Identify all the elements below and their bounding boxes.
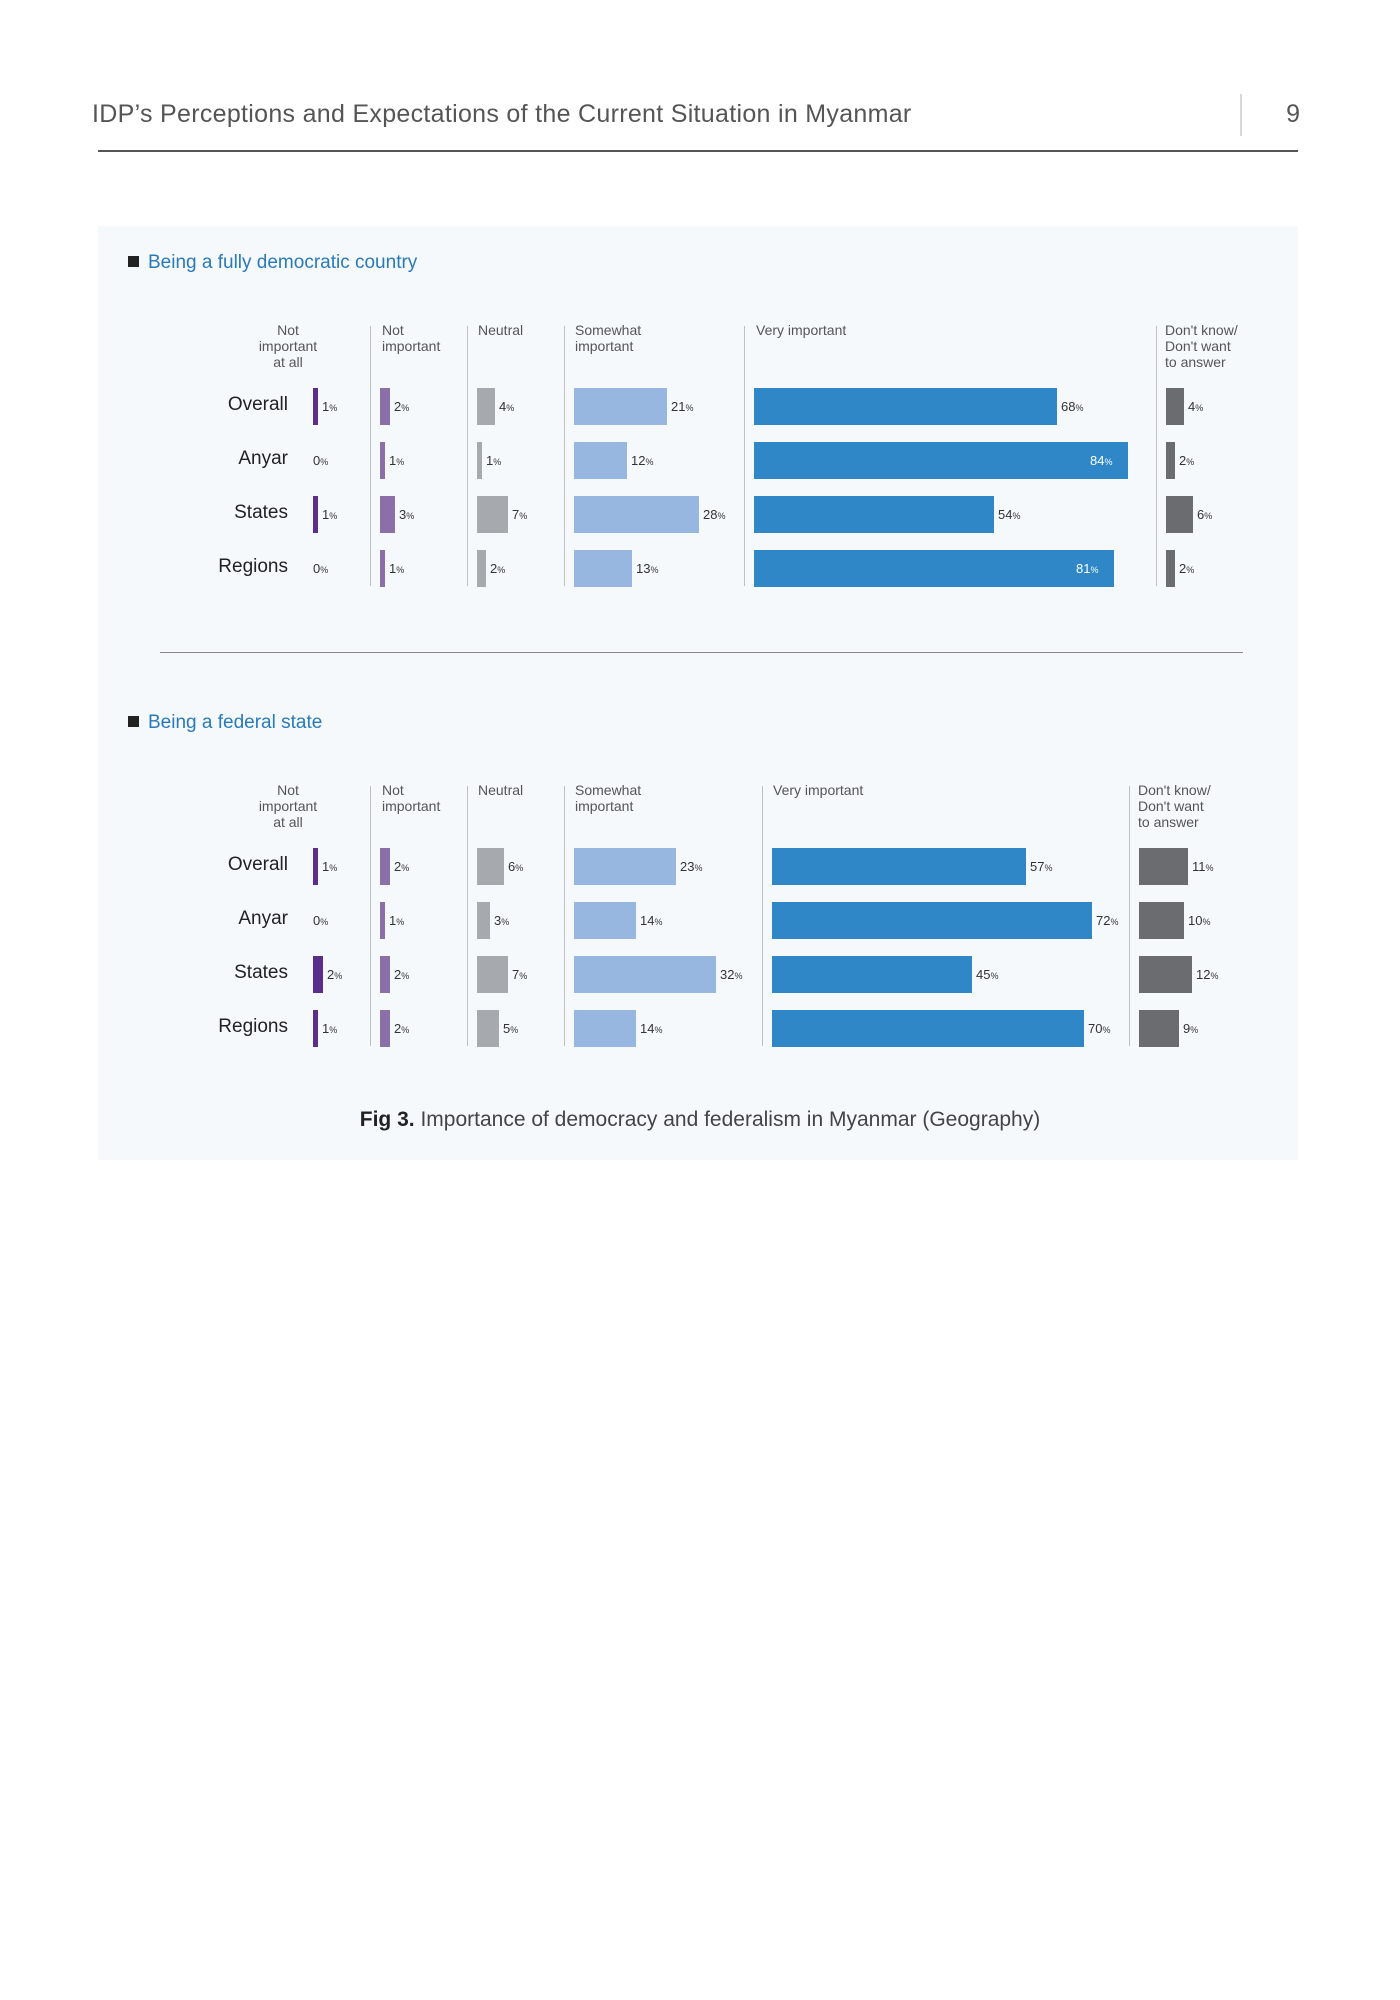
bar-not-important — [380, 442, 385, 479]
value-number: 11 — [1192, 859, 1206, 874]
percent-sign: % — [1012, 511, 1021, 521]
bar-not-important-at-all — [313, 848, 318, 885]
percent-sign: % — [1104, 457, 1113, 467]
value-number: 5 — [503, 1021, 511, 1036]
value-label-somewhat-important — [703, 496, 725, 535]
value-number: 6 — [1197, 507, 1205, 522]
percent-sign: % — [506, 403, 515, 413]
value-number: 72 — [1096, 913, 1111, 928]
column-separator — [1156, 326, 1157, 586]
row-label-states: States — [234, 502, 288, 523]
percent-sign: % — [1075, 403, 1084, 413]
value-number: 7 — [512, 967, 520, 982]
percent-sign: % — [1204, 511, 1213, 521]
page-number: 9 — [1286, 100, 1300, 128]
column-separator — [370, 786, 371, 1046]
bar-not-important — [380, 1010, 390, 1047]
value-number: 9 — [1183, 1021, 1191, 1036]
percent-sign: % — [401, 403, 410, 413]
row-label-anyar: Anyar — [238, 448, 288, 469]
value-number: 21 — [671, 399, 686, 414]
value-label-very-important — [1090, 442, 1112, 481]
value-label-dont-know — [1179, 442, 1194, 481]
percent-sign: % — [320, 917, 329, 927]
bar-dont-know — [1139, 902, 1184, 939]
percent-sign: % — [654, 917, 663, 927]
value-number: 4 — [499, 399, 507, 414]
column-separator — [1129, 786, 1130, 1046]
value-label-not-important — [399, 496, 414, 535]
column-header-dont-know: Don't know/ Don't want to answer — [1138, 782, 1211, 830]
value-label-somewhat-important — [640, 902, 662, 941]
value-number: 10 — [1188, 913, 1203, 928]
column-separator — [467, 326, 468, 586]
value-label-very-important — [1061, 388, 1083, 427]
header-divider — [1240, 94, 1242, 136]
percent-sign: % — [320, 457, 329, 467]
column-separator — [564, 326, 565, 586]
bar-somewhat-important — [574, 442, 627, 479]
percent-sign: % — [329, 1025, 338, 1035]
value-number: 6 — [508, 859, 516, 874]
percent-sign: % — [320, 565, 329, 575]
bar-not-important — [380, 902, 385, 939]
value-number: 2 — [490, 561, 498, 576]
percent-sign: % — [1190, 1025, 1199, 1035]
value-label-dont-know — [1192, 848, 1214, 887]
value-label-not-important-at-all — [322, 496, 337, 535]
header-rule — [98, 150, 1298, 152]
value-number: 28 — [703, 507, 718, 522]
value-label-neutral — [512, 956, 527, 995]
value-number: 3 — [494, 913, 502, 928]
chart-title-0 — [128, 252, 417, 274]
value-label-neutral — [499, 388, 514, 427]
bar-somewhat-important — [574, 848, 676, 885]
bar-neutral — [477, 848, 504, 885]
percent-sign: % — [1110, 917, 1119, 927]
value-label-very-important — [1076, 550, 1098, 589]
bar-not-important — [380, 388, 390, 425]
value-number: 4 — [1188, 399, 1196, 414]
column-header-neutral: Neutral — [478, 782, 524, 798]
value-label-not-important — [389, 902, 404, 941]
bar-not-important-at-all — [313, 496, 318, 533]
bar-neutral — [477, 388, 495, 425]
percent-sign: % — [493, 457, 502, 467]
value-label-very-important — [1030, 848, 1052, 887]
percent-sign: % — [334, 971, 343, 981]
value-label-not-important-at-all — [322, 848, 337, 887]
value-number: 81 — [1076, 561, 1091, 576]
bar-not-important — [380, 848, 390, 885]
value-label-not-important-at-all — [322, 1010, 337, 1049]
value-number: 3 — [399, 507, 407, 522]
value-label-dont-know — [1188, 902, 1210, 941]
value-number: 1 — [389, 561, 397, 576]
column-header-neutral: Neutral — [478, 322, 524, 338]
percent-sign: % — [734, 971, 743, 981]
value-label-neutral — [512, 496, 527, 535]
bar-not-important-at-all — [313, 388, 318, 425]
value-label-not-important-at-all — [313, 442, 328, 481]
column-header-not-important-at-all: Not important at all — [258, 322, 318, 370]
percent-sign: % — [329, 863, 338, 873]
bar-somewhat-important — [574, 550, 632, 587]
bar-not-important-at-all — [313, 956, 323, 993]
bar-not-important — [380, 496, 395, 533]
row-label-anyar: Anyar — [238, 908, 288, 929]
percent-sign: % — [645, 457, 654, 467]
bar-neutral — [477, 550, 486, 587]
value-number: 2 — [1179, 453, 1187, 468]
percent-sign: % — [519, 971, 528, 981]
bar-somewhat-important — [574, 1010, 636, 1047]
percent-sign: % — [1186, 457, 1195, 467]
percent-sign: % — [694, 863, 703, 873]
caption-label: Fig 3. — [359, 1108, 415, 1131]
bar-very-important — [772, 848, 1026, 885]
value-label-not-important-at-all — [313, 550, 328, 589]
bar-not-important-at-all — [313, 1010, 318, 1047]
value-label-somewhat-important — [631, 442, 653, 481]
column-separator — [467, 786, 468, 1046]
value-label-neutral — [508, 848, 523, 887]
value-label-neutral — [490, 550, 505, 589]
value-number: 13 — [636, 561, 651, 576]
bar-somewhat-important — [574, 956, 716, 993]
bar-somewhat-important — [574, 496, 699, 533]
value-number: 2 — [394, 859, 402, 874]
value-number: 1 — [322, 1021, 330, 1036]
value-label-dont-know — [1196, 956, 1218, 995]
value-number: 0 — [313, 913, 321, 928]
value-number: 1 — [322, 859, 330, 874]
bar-very-important — [772, 902, 1092, 939]
value-label-somewhat-important — [636, 550, 658, 589]
row-label-overall: Overall — [227, 854, 288, 875]
value-label-very-important — [976, 956, 998, 995]
value-number: 70 — [1088, 1021, 1103, 1036]
bar-somewhat-important — [574, 902, 636, 939]
value-number: 68 — [1061, 399, 1076, 414]
percent-sign: % — [1210, 971, 1219, 981]
column-header-somewhat-important: Somewhat important — [575, 322, 642, 354]
value-label-very-important — [1088, 1010, 1110, 1049]
percent-sign: % — [396, 457, 405, 467]
value-number: 12 — [1196, 967, 1211, 982]
percent-sign: % — [1090, 565, 1099, 575]
value-label-not-important-at-all — [313, 902, 328, 941]
bar-very-important — [754, 496, 994, 533]
bar-dont-know — [1166, 496, 1193, 533]
value-number: 1 — [322, 399, 330, 414]
column-separator — [762, 786, 763, 1046]
section-divider — [160, 652, 1243, 653]
chart-title-text: Being a fully democratic country — [148, 252, 418, 273]
value-number: 57 — [1030, 859, 1045, 874]
bar-very-important — [754, 388, 1057, 425]
value-label-not-important — [389, 550, 404, 589]
percent-sign: % — [510, 1025, 519, 1035]
bar-neutral — [477, 902, 490, 939]
percent-sign: % — [685, 403, 694, 413]
bar-very-important — [772, 1010, 1084, 1047]
column-header-not-important: Not important — [382, 782, 441, 814]
value-label-not-important — [394, 1010, 409, 1049]
percent-sign: % — [990, 971, 999, 981]
percent-sign: % — [519, 511, 528, 521]
bar-very-important — [772, 956, 972, 993]
column-header-not-important: Not important — [382, 322, 441, 354]
value-number: 0 — [313, 561, 321, 576]
header-title: IDP’s Perceptions and Expectations of the Current Situation in Myanmar — [92, 100, 912, 128]
bar-very-important — [754, 442, 1128, 479]
row-label-states: States — [234, 962, 288, 983]
column-header-not-important-at-all: Not important at all — [258, 782, 318, 830]
value-number: 2 — [327, 967, 335, 982]
column-separator — [744, 326, 745, 586]
percent-sign: % — [401, 1025, 410, 1035]
chart-title-1 — [128, 712, 322, 734]
value-label-dont-know — [1188, 388, 1203, 427]
bar-very-important — [754, 550, 1114, 587]
column-separator — [370, 326, 371, 586]
value-number: 1 — [322, 507, 330, 522]
percent-sign: % — [515, 863, 524, 873]
value-label-not-important — [394, 956, 409, 995]
column-header-very-important: Very important — [756, 322, 847, 338]
value-label-somewhat-important — [720, 956, 742, 995]
chart-title-text: Being a federal state — [148, 712, 323, 733]
bar-dont-know — [1166, 442, 1175, 479]
figure-caption — [0, 1108, 1400, 1132]
value-number: 32 — [720, 967, 735, 982]
percent-sign: % — [401, 971, 410, 981]
value-number: 1 — [389, 913, 397, 928]
value-label-not-important-at-all — [322, 388, 337, 427]
percent-sign: % — [1205, 863, 1214, 873]
bar-dont-know — [1139, 848, 1188, 885]
value-number: 1 — [486, 453, 494, 468]
bar-dont-know — [1166, 388, 1184, 425]
value-number: 14 — [640, 1021, 655, 1036]
bar-neutral — [477, 496, 508, 533]
value-label-somewhat-important — [671, 388, 693, 427]
value-number: 45 — [976, 967, 991, 982]
percent-sign: % — [329, 511, 338, 521]
percent-sign: % — [1202, 917, 1211, 927]
value-number: 2 — [394, 1021, 402, 1036]
percent-sign: % — [1195, 403, 1204, 413]
value-label-dont-know — [1183, 1010, 1198, 1049]
percent-sign: % — [406, 511, 415, 521]
row-label-overall: Overall — [227, 394, 288, 415]
percent-sign: % — [329, 403, 338, 413]
bar-dont-know — [1139, 956, 1192, 993]
value-label-not-important — [394, 848, 409, 887]
caption-text: Importance of democracy and federalism in Myanmar (Geography) — [420, 1108, 1041, 1131]
value-number: 2 — [394, 967, 402, 982]
percent-sign: % — [396, 565, 405, 575]
value-label-somewhat-important — [680, 848, 702, 887]
value-number: 0 — [313, 453, 321, 468]
percent-sign: % — [401, 863, 410, 873]
column-separator — [564, 786, 565, 1046]
value-label-dont-know — [1179, 550, 1194, 589]
value-label-neutral — [486, 442, 501, 481]
bar-somewhat-important — [574, 388, 667, 425]
row-label-regions: Regions — [218, 1016, 288, 1037]
value-number: 84 — [1090, 453, 1105, 468]
bar-not-important — [380, 550, 385, 587]
bar-dont-know — [1166, 550, 1175, 587]
value-label-somewhat-important — [640, 1010, 662, 1049]
percent-sign: % — [717, 511, 726, 521]
value-number: 14 — [640, 913, 655, 928]
column-header-dont-know: Don't know/ Don't want to answer — [1165, 322, 1238, 370]
bar-dont-know — [1139, 1010, 1179, 1047]
value-number: 1 — [389, 453, 397, 468]
percent-sign: % — [501, 917, 510, 927]
percent-sign: % — [654, 1025, 663, 1035]
row-label-regions: Regions — [218, 556, 288, 577]
value-label-neutral — [494, 902, 509, 941]
square-bullet-icon — [128, 716, 139, 727]
value-label-not-important-at-all — [327, 956, 342, 995]
percent-sign: % — [650, 565, 659, 575]
value-label-not-important — [394, 388, 409, 427]
value-number: 54 — [998, 507, 1013, 522]
percent-sign: % — [1102, 1025, 1111, 1035]
value-number: 23 — [680, 859, 695, 874]
bar-not-important — [380, 956, 390, 993]
percent-sign: % — [1186, 565, 1195, 575]
value-number: 2 — [1179, 561, 1187, 576]
value-number: 12 — [631, 453, 646, 468]
value-label-very-important — [998, 496, 1020, 535]
value-label-not-important — [389, 442, 404, 481]
value-label-dont-know — [1197, 496, 1212, 535]
square-bullet-icon — [128, 256, 139, 267]
bar-neutral — [477, 442, 482, 479]
bar-neutral — [477, 1010, 499, 1047]
value-label-neutral — [503, 1010, 518, 1049]
column-header-very-important: Very important — [773, 782, 864, 798]
value-number: 2 — [394, 399, 402, 414]
percent-sign: % — [1044, 863, 1053, 873]
percent-sign: % — [396, 917, 405, 927]
percent-sign: % — [497, 565, 506, 575]
column-header-somewhat-important: Somewhat important — [575, 782, 642, 814]
value-number: 7 — [512, 507, 520, 522]
value-label-very-important — [1096, 902, 1118, 941]
bar-neutral — [477, 956, 508, 993]
